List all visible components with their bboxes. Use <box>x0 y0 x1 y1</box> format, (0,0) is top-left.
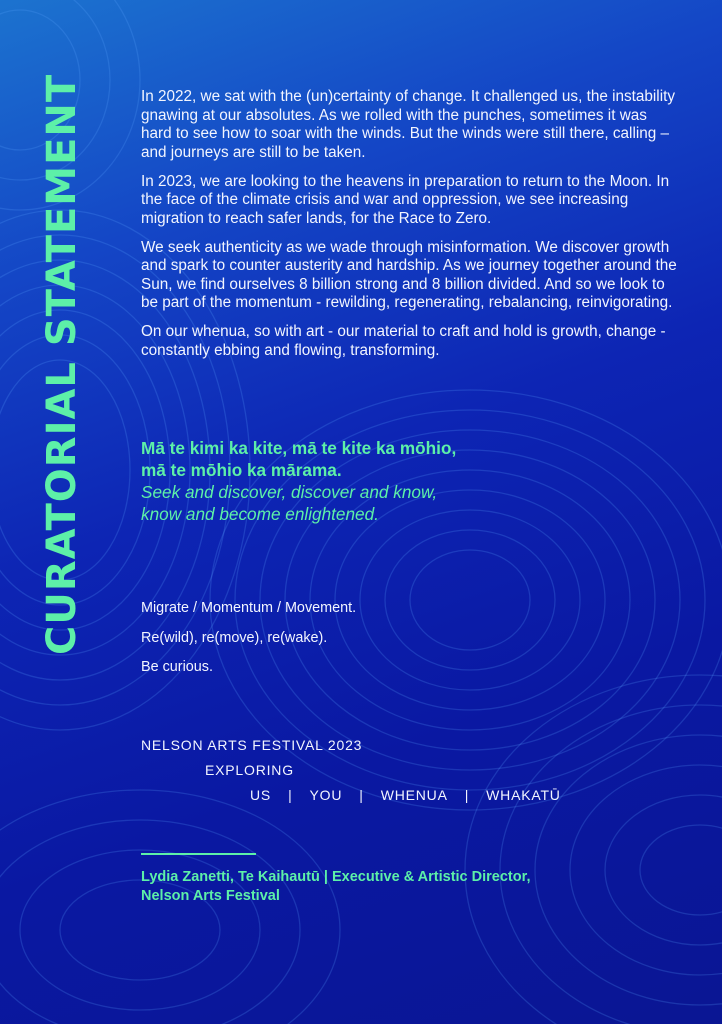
festival-subtitle: EXPLORING <box>205 762 294 778</box>
proverb-maori-line: Mā te kimi ka kite, mā te kite ka mōhio, <box>141 438 457 458</box>
mantra-line: Migrate / Momentum / Movement. <box>141 600 357 616</box>
festival-name: NELSON ARTS FESTIVAL 2023 <box>141 737 363 753</box>
proverb-english-line: know and become enlightened. <box>141 504 379 524</box>
proverb-english-line: Seek and discover, discover and know, <box>141 482 438 502</box>
theme-separator: | <box>359 787 364 803</box>
proverb-maori-line: mā te mōhio ka mārama. <box>141 460 342 480</box>
proverb <box>141 437 661 525</box>
paragraph: In 2022, we sat with the (un)certainty of change. It challenged us, the instability gnawing at our absolutes. As we rolled with the punches, sometimes it was hard to see how to soar with the winds. But the winds were still there, calling – and journeys are still to be taken. <box>141 88 676 161</box>
mantra-line: Re(wild), re(move), re(wake). <box>141 629 328 646</box>
theme-separator: | <box>464 787 470 803</box>
theme-label: WHENUA <box>380 787 448 803</box>
paragraph: In 2023, we are looking to the heavens in preparation to return to the Moon. In the face of the climate crisis and war and oppression, we see increasing migration to reach safer lands, for the Race to Zero. <box>141 172 670 227</box>
theme-separator: | <box>288 787 293 803</box>
page-title: CURATORIAL STATEMENT <box>39 73 85 655</box>
divider <box>141 853 256 855</box>
paragraph: We seek authenticity as we wade through misinformation. We discover growth and spark to counter austerity and hardship. As we journey together around the Sun, we find ourselves 8 billion strong and 8 billion divided. And so we look to be part of the momentum - rewilding, regenerating, rebalancing, reinvigorating. <box>141 238 677 311</box>
mantra-line: Be curious. <box>141 659 213 675</box>
statement-body <box>141 88 681 371</box>
festival-block <box>141 735 561 805</box>
festival-themes <box>141 785 561 805</box>
mantra <box>141 598 541 687</box>
signature-line: Lydia Zanetti, Te Kaihautū | Executive & Artistic Director, <box>141 869 531 885</box>
signature <box>141 868 661 906</box>
paragraph: On our whenua, so with art - our material to craft and hold is growth, change - constantly ebbing and flowing, transforming. <box>141 323 666 359</box>
theme-label: YOU <box>309 787 343 803</box>
theme-label: WHAKATŪ <box>486 787 561 803</box>
theme-label: US <box>250 787 272 803</box>
signature-line: Nelson Arts Festival <box>141 888 280 904</box>
